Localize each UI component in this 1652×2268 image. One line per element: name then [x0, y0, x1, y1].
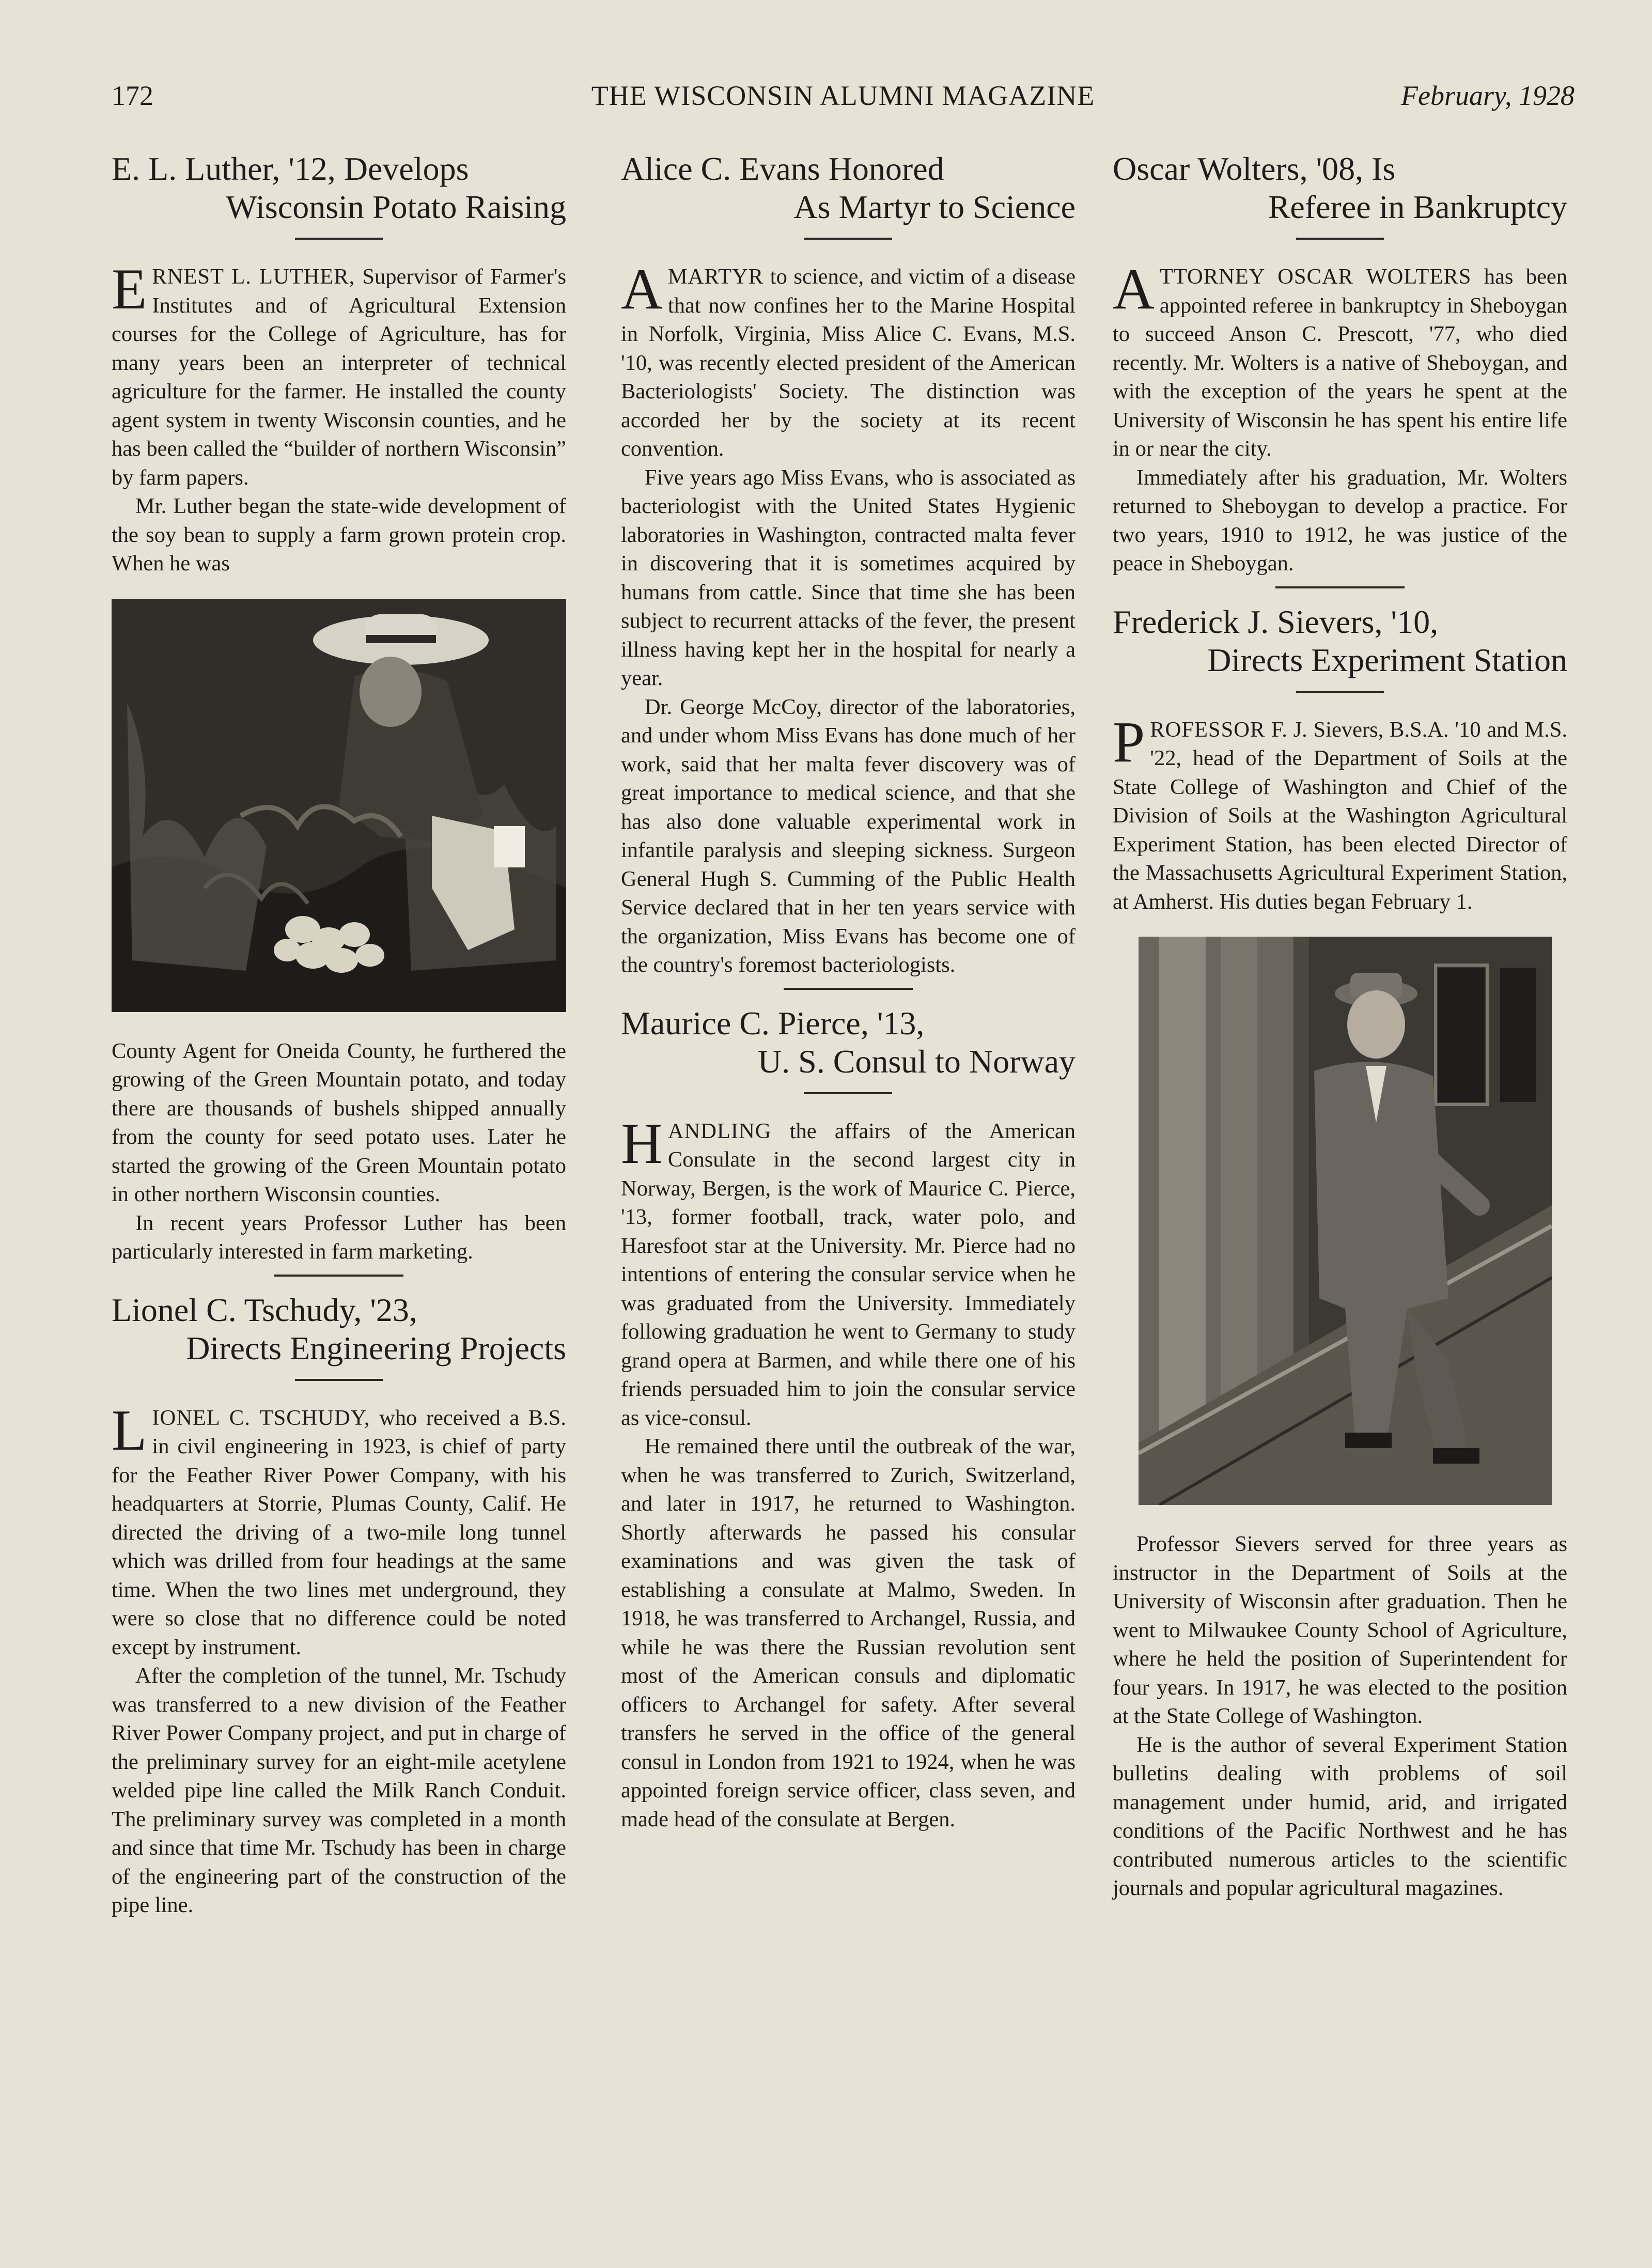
article-body [621, 1111, 1076, 1834]
paragraph: After the completion of the tunnel, Mr. Tschudy was transferred to a new division of the Feather River Power Company project, and put in charge of the preliminary survey for an eight-mile acetylene welded pipe line called the Milk Ranch Conduit. The preliminary survey was completed in a month and since that time Mr. Tschudy has been in charge of the engineering part of the construction of the pipe line. [112, 1664, 566, 1917]
headline-line-2: Directs Experiment Station [1207, 641, 1567, 678]
article-sievers [1113, 603, 1567, 1903]
headline-rule [804, 1092, 892, 1094]
lead-caps: ANDLING [667, 1119, 772, 1143]
headline-line-1: E. L. Luther, '12, Develops [112, 150, 469, 187]
headline-line-2: U. S. Consul to Norway [757, 1043, 1076, 1080]
headline-rule [804, 238, 892, 240]
drop-cap: A [1113, 257, 1155, 321]
paragraph-text: Supervisor of Farmer's Institutes and of Agricultural Extension courses for the College of Agriculture, has for many years been an interpreter of technical agriculture for the farmer. He installed the county agent system in twenty Wisconsin counties, and he has been called the “builder of northern Wisconsin” by farm papers. [112, 265, 567, 490]
article-tschudy [112, 1291, 566, 1920]
article-separator [1275, 586, 1405, 588]
article-body [621, 257, 1076, 980]
paragraph: Professor Sievers served for three years as instructor in the Department of Soils at the University of Wisconsin after graduation. Then he went to Milwaukee County School of Agriculture, where he held the position of Superintendent for four years. In 1917, he was elected to the position at the State College of Washington. [1113, 1532, 1567, 1728]
paragraph-text: F. J. Sievers, B.S.A. '10 and M.S. '22, head of the Department of Soils at the State College of Washington and Chief of the Division of Soils at the Washington Agricultural Experiment Station, has been elected Director of the Massachusetts Agricultural Experiment Station, at Amherst. His duties began February 1. [1113, 717, 1567, 914]
lead-paragraph [1113, 710, 1567, 916]
headline-line-1: Frederick J. Sievers, '10, [1113, 603, 1439, 640]
article-headline [112, 1291, 566, 1368]
headline-line-1: Alice C. Evans Honored [621, 150, 944, 187]
article-separator [784, 988, 913, 990]
lead-caps: RNEST L. LUTHER, [152, 265, 355, 289]
paragraph: Dr. George McCoy, director of the laboratories, and under whom Miss Evans has done much of her work, said that her malta fever discovery was of great importance to medical science, and that she has also done valuable experimental work in infantile paralysis and sleeping sickness. Surgeon General Hugh S. Cumming of the Public Health Service declared that in her ten years service with the organization, Miss Evans has become one of the country's foremost bacteriologists. [621, 694, 1076, 977]
lead-caps: IONEL C. TSCHUDY, [152, 1405, 370, 1430]
issue-date: February, 1928 [1401, 80, 1575, 111]
article-body [1113, 257, 1567, 578]
paragraph: Immediately after his graduation, Mr. Wolters returned to Sheboygan to develop a practice. For two years, 1910 to 1912, he was justice of the peace in Sheboygan. [1113, 465, 1567, 576]
photo-sievers-portrait [1139, 937, 1552, 1505]
paragraph: He remained there until the outbreak of the war, when he was transferred to Zurich, Switzerland, and later in 1917, he returned to Washington. Shortly afterwards he passed his consular examinations and was given the task of establishing a consulate at Malmo, Sweden. In 1918, he was transferred to Archangel, Russia, and while he was there the Russian revolution sent most of the American consuls and diplomatic officers to Archangel for safety. After several transfers he served in the office of the general consul in London from 1921 to 1924, when he was appointed foreign service officer, class seven, and made head of the consulate at Bergen. [621, 1434, 1076, 1831]
running-head [112, 77, 1575, 114]
portrait-photo [1139, 937, 1552, 1505]
paragraph-text: has been appointed referee in bankruptcy in Sheboygan to succeed Anson C. Prescott, '77, who died recently. Mr. Wolters is a native of Sheboygan, and with the exception of the years he spent at the University of Wisconsin he has spent his entire life in or near the city. [1113, 265, 1567, 461]
drop-cap: L [112, 1398, 147, 1463]
article-luther [112, 150, 566, 1266]
column-middle [621, 150, 1076, 1834]
lead-paragraph [112, 257, 567, 492]
article-body [1113, 710, 1567, 1903]
article-body [112, 257, 567, 1266]
paragraph: Five years ago Miss Evans, who is associated as bacteriologist with the United States Hygienic laboratories in Washington, contracted malta fever in discovering that it is sometimes acquired by humans from cattle. Since that time she has been subject to recurrent attacks of the fever, the present illness having kept her in the hospital for nearly a year. [621, 465, 1076, 690]
headline-line-2: Wisconsin Potato Raising [226, 189, 566, 225]
lead-paragraph [1113, 257, 1567, 463]
headline-line-1: Lionel C. Tschudy, '23, [112, 1291, 417, 1328]
headline-rule [1296, 238, 1384, 240]
paragraph: Mr. Luther began the state-wide development of the soy bean to supply a farm grown protein crop. When he was [112, 494, 566, 576]
article-body [112, 1398, 566, 1920]
potato-field-photo [112, 599, 566, 1012]
paragraph: County Agent for Oneida County, he furthered the growing of the Green Mountain potato, and today there are thousands of bushels shipped annually from the county for seed potato uses. Later he started the growing of the Green Mountain potato in other northern Wisconsin counties. [112, 1038, 566, 1206]
drop-cap: A [621, 257, 663, 321]
headline-rule [295, 1379, 383, 1381]
article-headline [621, 1004, 1076, 1081]
headline-rule [295, 238, 383, 240]
headline-line-2: Referee in Bankruptcy [1268, 189, 1567, 225]
drop-cap: H [621, 1111, 663, 1176]
article-pierce [621, 1004, 1076, 1834]
article-headline [1113, 603, 1567, 679]
paragraph: He is the author of several Experiment Station bulletins dealing with problems of soil management under humid, arid, and irrigated conditions of the Pacific Northwest and he has contributed numerous articles to the scientific journals and popular agricultural magazines. [1113, 1732, 1567, 1900]
article-headline [112, 150, 566, 226]
drop-cap: E [112, 257, 147, 321]
headline-line-2: Directs Engineering Projects [186, 1329, 566, 1366]
lead-paragraph [621, 257, 1076, 463]
lead-paragraph [621, 1111, 1076, 1433]
paragraph-text: who received a B.S. in civil engineering in 1923, is chief of party for the Feather River Power Company, with his headquarters at Storrie, Plumas County, Calif. He directed the driving of a two-mile long tunnel which was drilled from four headings at the same time. When the two lines met underground, they were so close that no difference could be noted except by instrument. [112, 1405, 566, 1659]
paragraph: In recent years Professor Luther has been particularly interested in farm marketing. [112, 1210, 566, 1264]
column-left [112, 150, 566, 1920]
headline-line-1: Maurice C. Pierce, '13, [621, 1004, 925, 1042]
headline-rule [1296, 691, 1384, 693]
article-separator [274, 1275, 403, 1277]
paragraph-text: to science, and victim of a disease that now confines her to the Marine Hospital in Norfolk, Virginia, Miss Alice C. Evans, M.S. '10, was recently elected president of the American Bacteriologists' Society. The distinction was accorded her by the society at its recent convention. [621, 265, 1076, 461]
article-headline [1113, 150, 1567, 226]
article-headline [621, 150, 1076, 226]
paragraph-text: the affairs of the American Consulate in the second largest city in Norway, Bergen, is the work of Maurice C. Pierce, '13, former football, track, water polo, and Haresfoot star at the University. Mr. Pierce had no intentions of entering the consular service when he was graduated from the University. Immediately following graduation he went to Germany to study grand opera at Barmen, and while there one of his friends persuaded him to join the consular service as vice-consul. [621, 1119, 1076, 1430]
lead-caps: ROFESSOR [1150, 717, 1266, 742]
photo-man-with-potatoes [112, 599, 566, 1012]
lead-paragraph [112, 1398, 566, 1662]
lead-caps: TTORNEY OSCAR WOLTERS [1159, 265, 1472, 289]
headline-line-1: Oscar Wolters, '08, Is [1113, 150, 1396, 187]
lead-caps: MARTYR [667, 265, 764, 289]
magazine-title: THE WISCONSIN ALUMNI MAGAZINE [591, 80, 1095, 111]
page-number: 172 [112, 80, 153, 111]
column-right [1113, 150, 1567, 1903]
article-wolters [1113, 150, 1567, 578]
drop-cap: P [1113, 710, 1145, 774]
headline-line-2: As Martyr to Science [793, 189, 1076, 225]
article-evans [621, 150, 1076, 980]
